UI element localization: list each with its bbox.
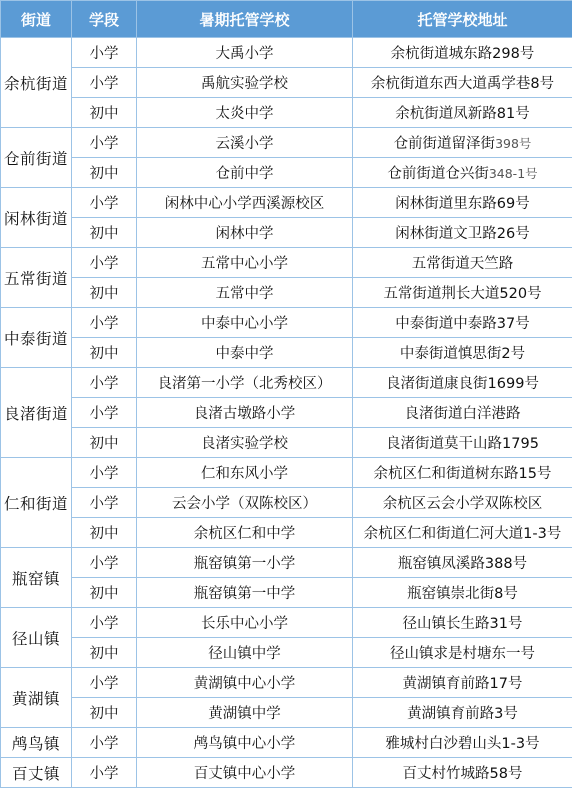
level-cell: 小学	[72, 548, 137, 578]
level-cell: 小学	[72, 608, 137, 638]
school-cell: 五常中学	[137, 278, 353, 308]
school-cell: 太炎中学	[137, 98, 353, 128]
header-street: 街道	[1, 1, 72, 38]
address-suffix: 398号	[495, 136, 531, 151]
level-cell: 小学	[72, 398, 137, 428]
table-row	[1, 278, 572, 308]
level-cell: 初中	[72, 518, 137, 548]
level-cell: 小学	[72, 68, 137, 98]
table-row	[1, 68, 572, 98]
level-cell: 初中	[72, 638, 137, 668]
address-cell	[353, 728, 572, 758]
address-text: 良渚街道白洋港路	[405, 406, 521, 422]
level-cell: 初中	[72, 578, 137, 608]
school-cell: 长乐中心小学	[137, 608, 353, 638]
school-cell: 良渚第一小学（北秀校区）	[137, 368, 353, 398]
school-cell: 仁和东风小学	[137, 458, 353, 488]
table-row	[1, 458, 572, 488]
level-cell: 小学	[72, 488, 137, 518]
address-text: 雅城村白沙碧山头1-3号	[385, 736, 539, 752]
level-cell: 小学	[72, 248, 137, 278]
address-cell	[353, 548, 572, 578]
school-cell: 鸬鸟镇中心小学	[137, 728, 353, 758]
school-cell: 大禹小学	[137, 38, 353, 68]
table-row	[1, 518, 572, 548]
school-cell: 闲林中心小学西溪源校区	[137, 188, 353, 218]
address-cell	[353, 428, 572, 458]
address-text: 黄湖镇育前路17号	[403, 676, 523, 692]
table-row	[1, 578, 572, 608]
address-cell	[353, 608, 572, 638]
school-cell: 黄湖镇中学	[137, 698, 353, 728]
address-cell	[353, 368, 572, 398]
address-text: 余杭区仁和街道树东路15号	[374, 466, 552, 482]
address-text: 瓶窑镇崇北街8号	[407, 586, 518, 602]
school-cell: 中泰中学	[137, 338, 353, 368]
level-cell: 小学	[72, 458, 137, 488]
level-cell: 初中	[72, 428, 137, 458]
street-cell: 良渚街道	[1, 368, 72, 458]
address-text: 仓前街道仓兴街	[387, 166, 489, 182]
address-text: 余杭区仁和街道仁河大道1-3号	[364, 526, 562, 542]
school-cell: 中泰中心小学	[137, 308, 353, 338]
school-cell: 良渚实验学校	[137, 428, 353, 458]
table-row	[1, 728, 572, 758]
address-cell	[353, 638, 572, 668]
street-cell: 仁和街道	[1, 458, 72, 548]
school-cell: 瓶窑镇第一中学	[137, 578, 353, 608]
school-cell: 黄湖镇中心小学	[137, 668, 353, 698]
address-cell	[353, 458, 572, 488]
address-text: 余杭街道东西大道禹学巷8号	[371, 76, 554, 92]
school-cell: 禹航实验学校	[137, 68, 353, 98]
address-cell	[353, 98, 572, 128]
table-row	[1, 128, 572, 158]
header-row	[1, 1, 572, 38]
table-row	[1, 338, 572, 368]
level-cell: 小学	[72, 38, 137, 68]
street-cell: 仓前街道	[1, 128, 72, 188]
table-row	[1, 398, 572, 428]
header-address: 托管学校地址	[353, 1, 572, 38]
school-cell: 百丈镇中心小学	[137, 758, 353, 788]
school-cell: 仓前中学	[137, 158, 353, 188]
school-cell: 良渚古墩路小学	[137, 398, 353, 428]
address-cell	[353, 158, 572, 188]
street-cell: 黄湖镇	[1, 668, 72, 728]
header-school: 暑期托管学校	[137, 1, 353, 38]
address-text: 仓前街道留泽街	[394, 136, 496, 152]
table-row	[1, 308, 572, 338]
level-cell: 小学	[72, 758, 137, 788]
school-cell: 云溪小学	[137, 128, 353, 158]
street-cell: 瓶窑镇	[1, 548, 72, 608]
table-row	[1, 698, 572, 728]
address-text: 良渚街道莫干山路1795	[386, 436, 539, 452]
address-text: 良渚街道康良街1699号	[386, 376, 539, 392]
table-row	[1, 428, 572, 458]
table-row	[1, 158, 572, 188]
address-cell	[353, 488, 572, 518]
address-text: 闲林街道里东路69号	[395, 196, 529, 212]
address-text: 径山镇长生路31号	[403, 616, 523, 632]
street-cell: 五常街道	[1, 248, 72, 308]
address-text: 五常街道荆长大道520号	[383, 286, 541, 302]
table-row	[1, 488, 572, 518]
table-row	[1, 38, 572, 68]
address-text: 百丈村竹城路58号	[403, 766, 523, 782]
address-cell	[353, 518, 572, 548]
address-cell	[353, 248, 572, 278]
table-row	[1, 368, 572, 398]
street-cell: 径山镇	[1, 608, 72, 668]
address-text: 闲林街道文卫路26号	[395, 226, 529, 242]
table-row	[1, 638, 572, 668]
street-cell: 中泰街道	[1, 308, 72, 368]
address-text: 余杭街道凤新路81号	[395, 106, 529, 122]
level-cell: 初中	[72, 158, 137, 188]
table-row	[1, 98, 572, 128]
address-cell	[353, 128, 572, 158]
level-cell: 初中	[72, 278, 137, 308]
address-text: 中泰街道慎思街2号	[400, 346, 525, 362]
level-cell: 初中	[72, 698, 137, 728]
address-cell	[353, 668, 572, 698]
table-row	[1, 548, 572, 578]
table-row	[1, 608, 572, 638]
address-text: 余杭街道城东路298号	[391, 46, 535, 62]
address-cell	[353, 38, 572, 68]
table-row	[1, 668, 572, 698]
table-row	[1, 188, 572, 218]
school-cell: 闲林中学	[137, 218, 353, 248]
address-text: 余杭区云会小学双陈校区	[383, 496, 543, 512]
table-header	[1, 1, 572, 38]
level-cell: 小学	[72, 728, 137, 758]
level-cell: 初中	[72, 338, 137, 368]
address-cell	[353, 308, 572, 338]
address-cell	[353, 278, 572, 308]
street-cell: 鸬鸟镇	[1, 728, 72, 758]
school-cell: 余杭区仁和中学	[137, 518, 353, 548]
level-cell: 小学	[72, 128, 137, 158]
address-suffix: 348-1号	[489, 166, 538, 181]
header-level: 学段	[72, 1, 137, 38]
address-cell	[353, 578, 572, 608]
address-cell	[353, 758, 572, 788]
table-row	[1, 758, 572, 788]
level-cell: 小学	[72, 368, 137, 398]
street-cell: 闲林街道	[1, 188, 72, 248]
level-cell: 小学	[72, 668, 137, 698]
address-cell	[353, 698, 572, 728]
school-cell: 瓶窑镇第一小学	[137, 548, 353, 578]
address-text: 五常街道天竺路	[412, 256, 514, 272]
address-cell	[353, 218, 572, 248]
address-text: 中泰街道中泰路37号	[395, 316, 529, 332]
school-cell: 径山镇中学	[137, 638, 353, 668]
address-text: 瓶窑镇凤溪路388号	[398, 556, 527, 572]
address-cell	[353, 68, 572, 98]
table-row	[1, 248, 572, 278]
level-cell: 小学	[72, 188, 137, 218]
level-cell: 小学	[72, 308, 137, 338]
street-cell: 百丈镇	[1, 758, 72, 788]
table-row	[1, 218, 572, 248]
school-cell: 五常中心小学	[137, 248, 353, 278]
address-cell	[353, 338, 572, 368]
address-text: 黄湖镇育前路3号	[407, 706, 518, 722]
address-cell	[353, 188, 572, 218]
level-cell: 初中	[72, 98, 137, 128]
level-cell: 初中	[72, 218, 137, 248]
table-body	[1, 38, 572, 788]
address-text: 径山镇求是村塘东一号	[390, 646, 535, 662]
address-cell	[353, 398, 572, 428]
school-cell: 云会小学（双陈校区）	[137, 488, 353, 518]
street-cell: 余杭街道	[1, 38, 72, 128]
